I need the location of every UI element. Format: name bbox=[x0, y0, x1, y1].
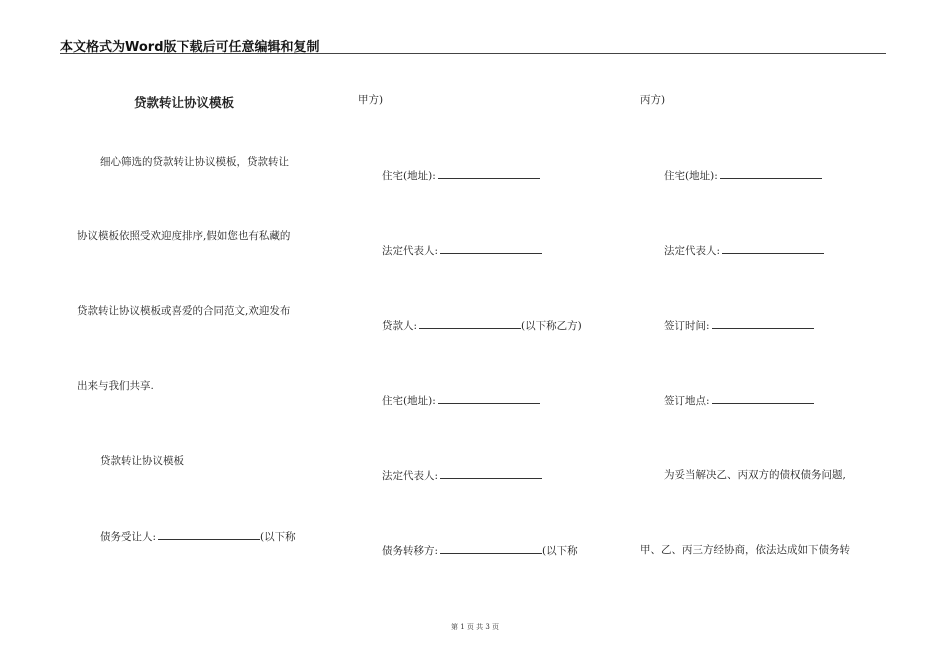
section-subtitle: 贷款转让协议模板 bbox=[100, 455, 184, 467]
document-header: 本文格式为Word版下载后可任意编辑和复制 bbox=[60, 40, 320, 55]
field-c-address bbox=[664, 168, 822, 183]
intro-line-3: 贷款转让协议模板或喜爱的合同范文,欢迎发布 bbox=[77, 305, 291, 317]
blank-line bbox=[720, 168, 822, 179]
blank-line bbox=[419, 318, 521, 329]
blank-line bbox=[712, 393, 814, 404]
field-label: 签订时间: bbox=[664, 320, 710, 332]
field-b-representative bbox=[382, 468, 542, 483]
field-label: 债务受让人: bbox=[100, 531, 157, 543]
field-label: 贷款人: bbox=[382, 320, 418, 332]
blank-line bbox=[722, 243, 824, 254]
field-label: 法定代表人: bbox=[664, 245, 721, 257]
blank-line bbox=[712, 318, 814, 329]
field-label: 住宅(地址): bbox=[382, 395, 436, 407]
intro-line-1: 细心筛选的贷款转让协议模板，贷款转让 bbox=[100, 156, 289, 168]
field-a-representative bbox=[382, 243, 542, 258]
header-divider bbox=[60, 53, 886, 54]
field-label: 法定代表人: bbox=[382, 245, 439, 257]
field-b-address bbox=[382, 393, 540, 408]
intro-line-4: 出来与我们共享. bbox=[77, 380, 154, 392]
party-a-label: 甲方) bbox=[358, 94, 384, 106]
field-lender bbox=[382, 318, 582, 333]
field-label: 法定代表人: bbox=[382, 470, 439, 482]
field-debt-assignee bbox=[100, 529, 296, 544]
blank-line bbox=[438, 168, 540, 179]
para-line-1: 为妥当解决乙、丙双方的债权债务问题, bbox=[664, 469, 846, 481]
blank-line bbox=[438, 393, 540, 404]
field-label: 住宅(地址): bbox=[664, 170, 718, 182]
field-label: 债务转移方: bbox=[382, 545, 439, 557]
blank-line bbox=[440, 468, 542, 479]
para-line-2: 甲、乙、丙三方经协商，依法达成如下债务转 bbox=[640, 544, 850, 556]
blank-line bbox=[440, 243, 542, 254]
document-title: 贷款转让协议模板 bbox=[134, 95, 235, 110]
field-suffix: (以下称乙方) bbox=[521, 320, 582, 332]
field-label: 签订地点: bbox=[664, 395, 710, 407]
intro-line-2: 协议模板依照受欢迎度排序,假如您也有私藏的 bbox=[77, 230, 291, 242]
page-number: 第 1 页 共 3 页 bbox=[450, 623, 500, 631]
blank-line bbox=[440, 543, 542, 554]
field-suffix: (以下称 bbox=[260, 531, 296, 543]
field-label: 住宅(地址): bbox=[382, 170, 436, 182]
field-c-representative bbox=[664, 243, 824, 258]
field-signing-time bbox=[664, 318, 814, 333]
field-suffix: (以下称 bbox=[542, 545, 578, 557]
blank-line bbox=[158, 529, 260, 540]
field-a-address bbox=[382, 168, 540, 183]
party-c-label: 丙方) bbox=[640, 94, 666, 106]
field-signing-place bbox=[664, 393, 814, 408]
field-debt-transferor bbox=[382, 543, 578, 558]
